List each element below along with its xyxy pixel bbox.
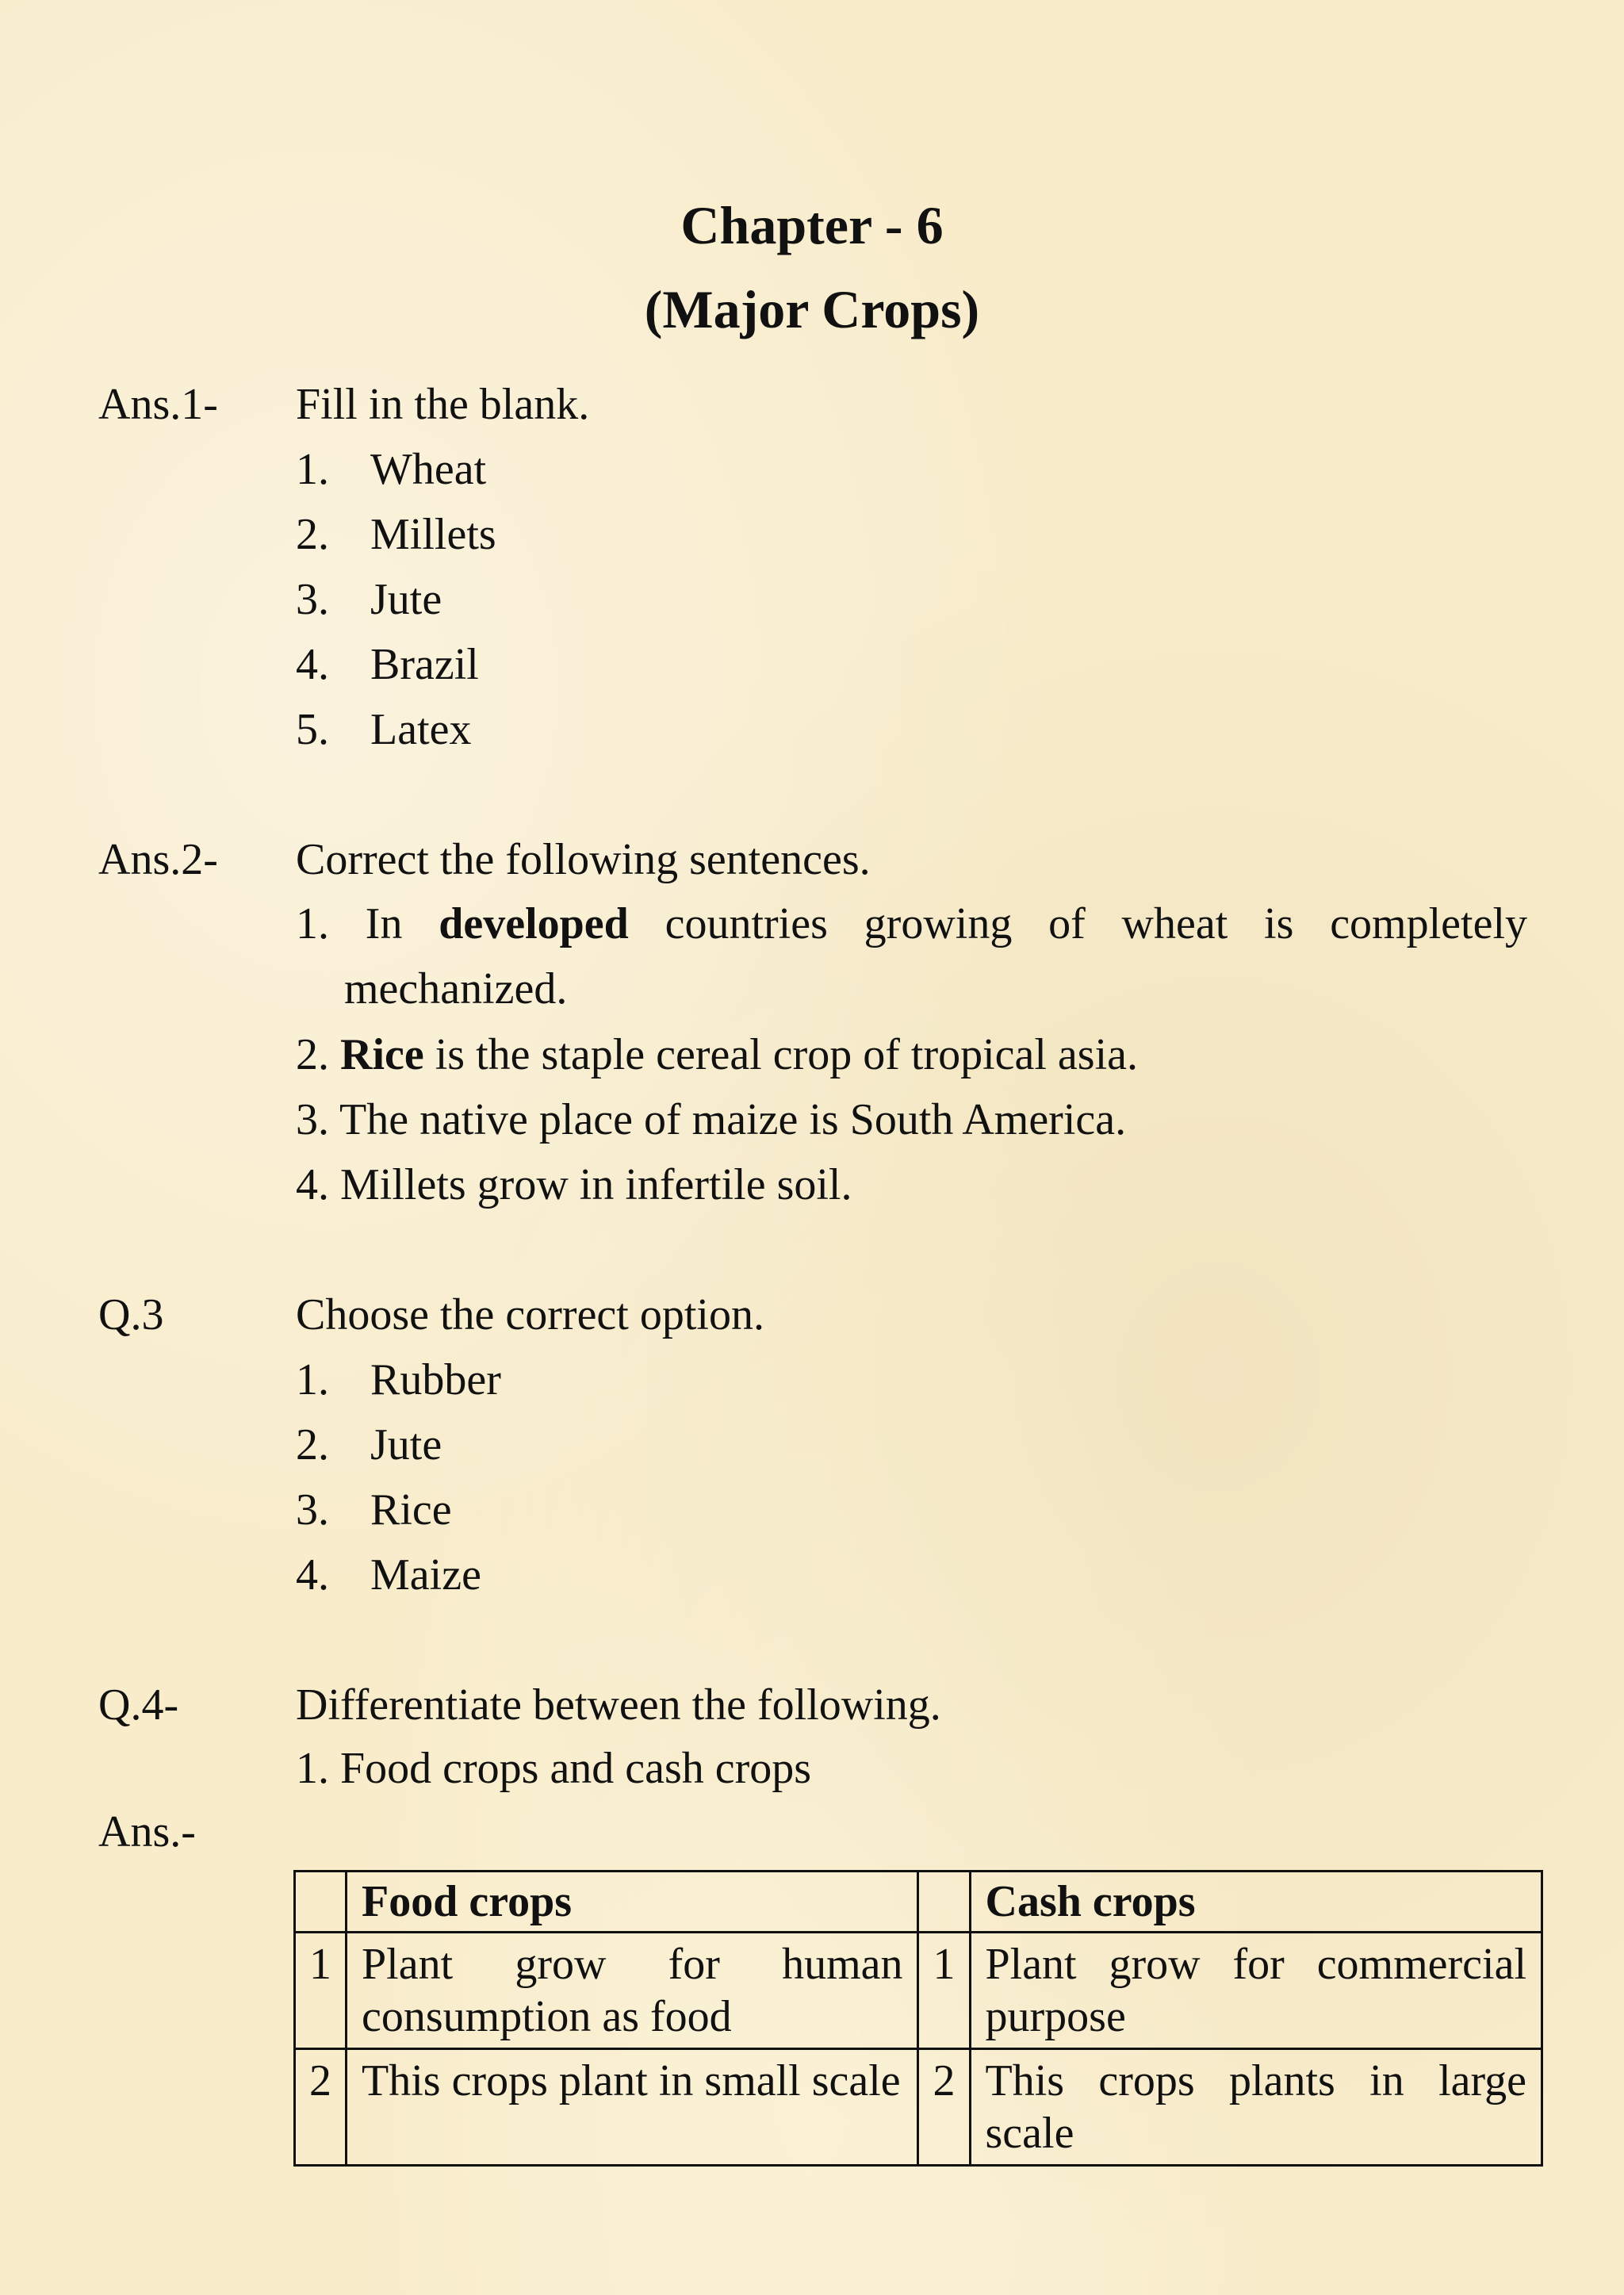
table-cell: Plant grow for human consumption as food bbox=[347, 1933, 918, 2049]
comparison-table bbox=[293, 1870, 1543, 2167]
q4-label: Q.4- bbox=[98, 1680, 179, 1730]
ans1-heading: Fill in the blank. bbox=[296, 380, 590, 429]
list-item: 1. Wheat bbox=[296, 445, 487, 494]
table-header-row bbox=[295, 1872, 1542, 1933]
ans2-heading: Correct the following sentences. bbox=[296, 835, 871, 884]
table-cell: 2 bbox=[295, 2049, 347, 2166]
q4-item: 1. Food crops and cash crops bbox=[296, 1744, 812, 1793]
table-cell: 2 bbox=[918, 2049, 970, 2166]
table-cell bbox=[918, 1872, 970, 1933]
list-item: 4. Millets grow in infertile soil. bbox=[296, 1160, 852, 1209]
table-cell bbox=[295, 1872, 347, 1933]
list-item: 4. Brazil bbox=[296, 640, 479, 689]
q3-label: Q.3 bbox=[98, 1290, 164, 1339]
ans1-label: Ans.1- bbox=[98, 380, 218, 429]
list-item: 1. Rubber bbox=[296, 1355, 501, 1404]
q4-heading: Differentiate between the following. bbox=[296, 1680, 941, 1730]
list-item: 5. Latex bbox=[296, 705, 472, 754]
list-item: 4. Maize bbox=[296, 1550, 481, 1600]
q3-heading: Choose the correct option. bbox=[296, 1290, 764, 1339]
table-cell: Plant grow for commercial purpose bbox=[970, 1933, 1542, 2049]
chapter-subtitle: (Major Crops) bbox=[644, 279, 980, 339]
list-item: 3. Jute bbox=[296, 575, 442, 624]
table-cell: 1 bbox=[295, 1933, 347, 2049]
table-row bbox=[295, 2049, 1542, 2166]
table-cell: This crops plant in small scale bbox=[347, 2049, 918, 2166]
table-header-cash: Cash crops bbox=[970, 1872, 1542, 1933]
table-cell: This crops plants in large scale bbox=[970, 2049, 1542, 2166]
list-item: 1. In developed countries growing of wheat is completely mechanized. bbox=[296, 899, 1528, 1013]
list-item: 2. Rice is the staple cereal crop of tropical asia. bbox=[296, 1030, 1138, 1079]
chapter-title: Chapter - 6 bbox=[680, 195, 944, 255]
list-item: 3. The native place of maize is South America. bbox=[296, 1095, 1127, 1144]
table-row bbox=[295, 1933, 1542, 2049]
table-cell: 1 bbox=[918, 1933, 970, 2049]
list-item: 3. Rice bbox=[296, 1485, 452, 1534]
list-item: 2. Jute bbox=[296, 1420, 442, 1469]
list-item: 2. Millets bbox=[296, 510, 496, 559]
q4-answer-label: Ans.- bbox=[98, 1807, 196, 1856]
ans2-label: Ans.2- bbox=[98, 835, 218, 884]
table-header-food: Food crops bbox=[347, 1872, 918, 1933]
